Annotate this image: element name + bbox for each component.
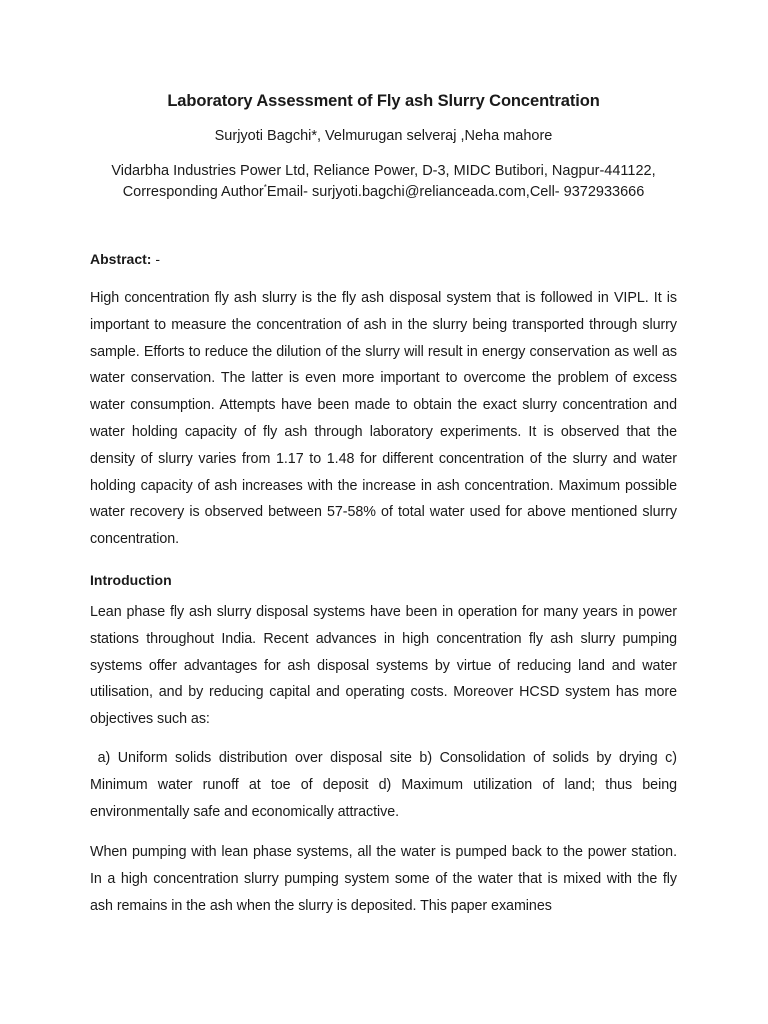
corresponding-author-label: Corresponding Author — [122, 184, 264, 200]
introduction-heading — [90, 572, 172, 588]
abstract-heading-suffix: - — [151, 251, 161, 267]
introduction-heading-label: Introduction — [90, 572, 172, 588]
corresponding-author-mark: * — [263, 183, 267, 192]
introduction-paragraph-3: When pumping with lean phase systems, all the water is pumped back to the power station. In a high concentration slurry pumping system some of the water that is mixed with the fly ash remains in the ash when the slurry is deposited. This paper examines — [90, 844, 677, 914]
abstract-heading-label: Abstract: — [90, 251, 152, 267]
corresponding-author-contact: Email- surjyoti.bagchi@relianceada.com,Cell- 9372933666 — [266, 184, 645, 200]
abstract-heading — [90, 251, 160, 267]
abstract-text: High concentration fly ash slurry is the fly ash disposal system that is followed in VIPL. It is important to measure the concentration of ash in the slurry being transported through slurry sample. Efforts to reduce the dilution of the slurry will result in energy conservation as well as water conservation. The latter is even more important to overcome the problem of excess water consumption. Attempts have been made to obtain the exact slurry concentration and water holding capacity of fly ash through laboratory experiments. It is observed that the density of slurry varies from 1.17 to 1.48 for different concentration of the slurry and water holding capacity of ash increases with the increase in ash concentration. Maximum possible water recovery is observed between 57-58% of total water used for above mentioned slurry concentration. — [90, 290, 677, 548]
affiliation-line-1: Vidarbha Industries Power Ltd, Reliance Power, D-3, MIDC Butibori, Nagpur-441122, — [111, 163, 656, 179]
paper-affiliation — [90, 161, 677, 203]
introduction-paragraph-1: Lean phase fly ash slurry disposal systems have been in operation for many years in power stations throughout India. Recent advances in high concentration fly ash slurry pumping systems offer advantages for ash disposal systems by virtue of reducing land and water utilisation, and by reducing capital and operating costs. Moreover HCSD system has more objectives such as: — [90, 604, 677, 728]
introduction-paragraph-2: a) Uniform solids distribution over disposal site b) Consolidation of solids by drying c) Minimum water runoff at toe of deposit d) Maximum utilization of land; thus being environmentally safe and economically attractive. — [90, 750, 677, 820]
paper-authors: Surjyoti Bagchi*, Velmurugan selveraj ,Neha mahore — [214, 128, 553, 144]
paper-title: Laboratory Assessment of Fly ash Slurry Concentration — [167, 92, 600, 110]
